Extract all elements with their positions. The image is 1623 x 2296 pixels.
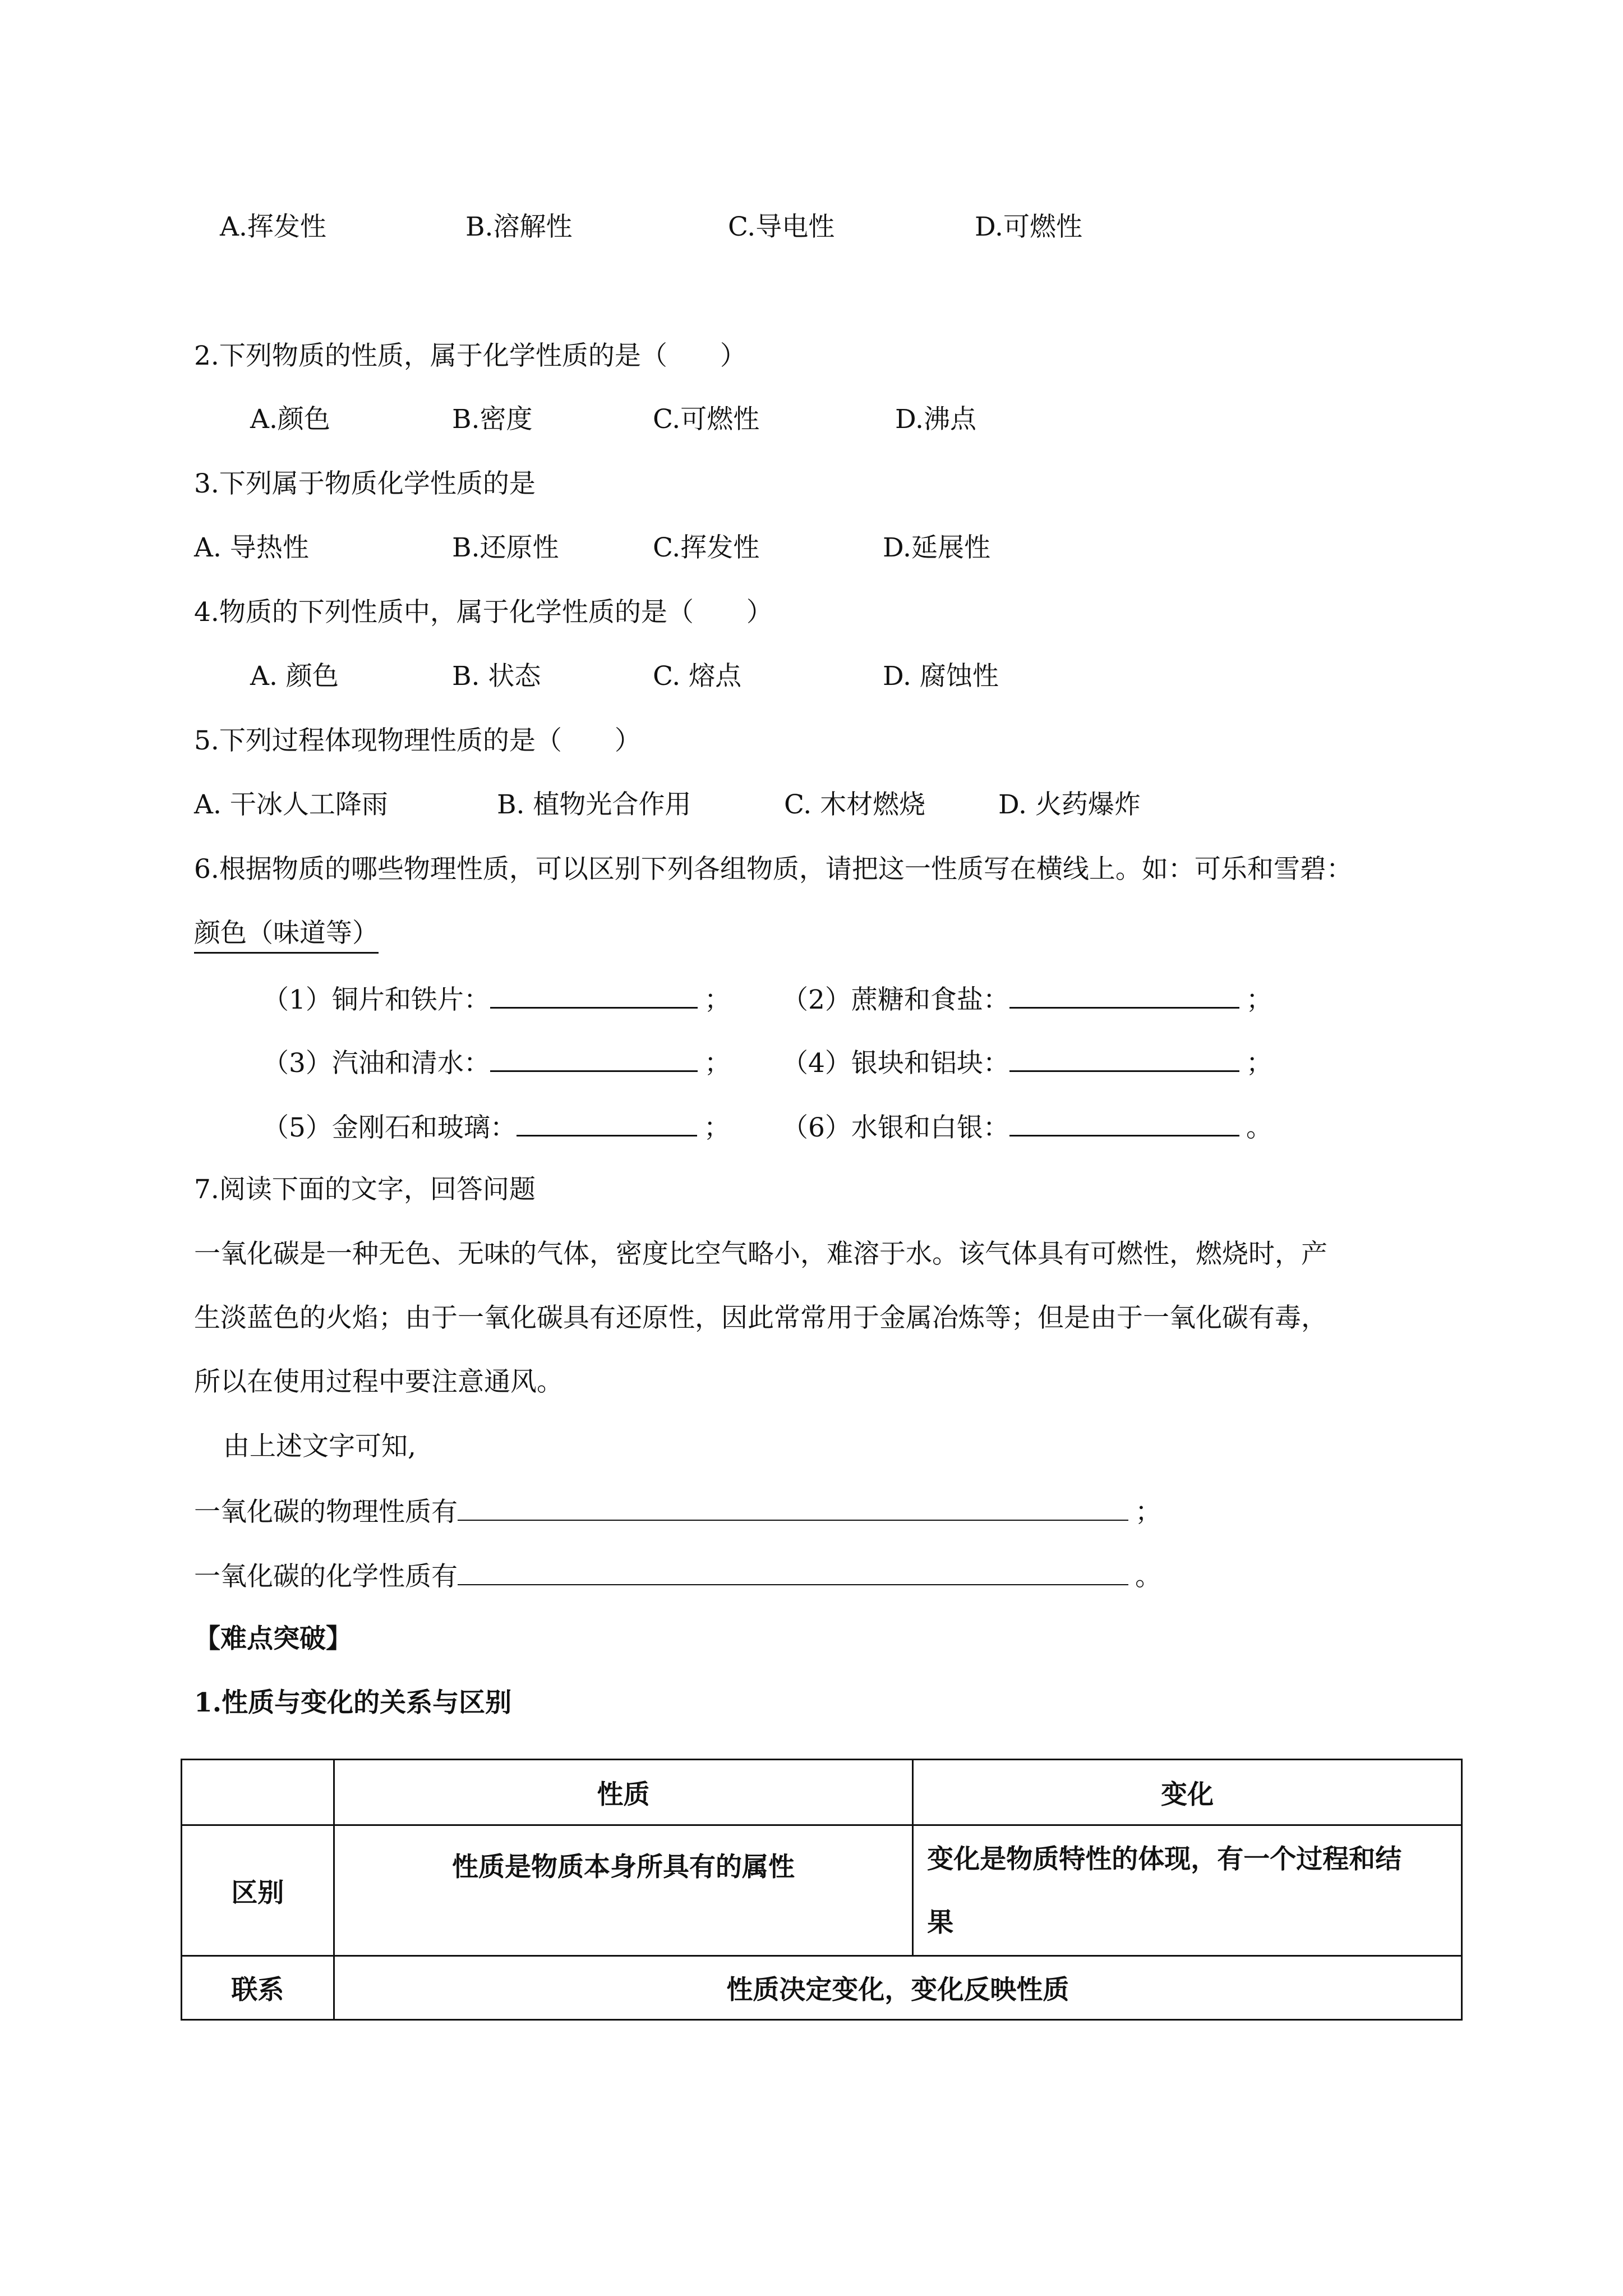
q6-item-4-end: ； <box>1246 1048 1272 1079</box>
q7-physical-blank[interactable] <box>458 1497 1128 1521</box>
q6-item-6-label: （6）水银和白银： <box>782 1112 1009 1143</box>
q2-option-c: C.可燃性 <box>653 404 760 435</box>
q7-physical <box>194 1497 1161 1525</box>
table-header-change: 变化 <box>913 1760 1462 1825</box>
q6-item-3-label: （3）汽油和清水： <box>262 1048 490 1079</box>
q7-stem: 7.阅读下面的文字，回答问题 <box>194 1174 536 1205</box>
q6-item-2-end: ； <box>1246 984 1272 1015</box>
table-header-row <box>182 1760 1462 1825</box>
q5-option-a: A. 干冰人工降雨 <box>194 789 388 820</box>
q5-option-c: C. 木材燃烧 <box>784 789 926 820</box>
q7-passage-line-2: 生淡蓝色的火焰；由于一氧化碳具有还原性，因此常常用于金属冶炼等；但是由于一氧化碳有毒， <box>194 1303 1327 1333</box>
section-title: 【难点突破】 <box>194 1623 352 1654</box>
q4-option-d: D. 腐蚀性 <box>883 661 999 692</box>
q6-item-6 <box>782 1112 1272 1141</box>
q6-stem: 6.根据物质的哪些物理性质，可以区别下列各组物质，请把这一性质写在横线上。如：可乐和雪碧： <box>194 854 1353 885</box>
q7-chemical <box>194 1562 1161 1590</box>
q6-item-3-blank[interactable] <box>490 1048 698 1072</box>
q6-item-1 <box>262 984 731 1013</box>
q2-option-d: D.沸点 <box>895 404 976 435</box>
q4-option-a: A. 颜色 <box>250 661 339 692</box>
q7-passage-line-3: 所以在使用过程中要注意通风。 <box>194 1366 563 1397</box>
q6-example-text: 颜色（味道等） <box>194 918 379 954</box>
q6-item-1-end: ； <box>704 984 731 1015</box>
q7-physical-end: ； <box>1135 1497 1161 1527</box>
q5-option-b: B. 植物光合作用 <box>497 789 691 820</box>
q7-chemical-label: 一氧化碳的化学性质有 <box>194 1561 458 1592</box>
q7-lead: 由上述文字可知, <box>223 1431 416 1462</box>
q3-option-a: A. 导热性 <box>194 532 309 563</box>
q7-chemical-blank[interactable] <box>458 1562 1128 1585</box>
q6-item-3 <box>262 1048 731 1079</box>
q6-item-2-blank[interactable] <box>1009 984 1239 1009</box>
q2-option-b: B.密度 <box>452 404 533 435</box>
q6-item-5-label: （5）金刚石和玻璃： <box>262 1112 517 1143</box>
table-row-relation <box>182 1956 1462 2020</box>
q6-item-4-label: （4）银块和铝块： <box>782 1048 1009 1079</box>
q1-option-d: D.可燃性 <box>975 211 1082 242</box>
q6-item-2-label: （2）蔗糖和食盐： <box>782 984 1009 1015</box>
q6-item-1-label: （1）铜片和铁片： <box>262 984 490 1015</box>
q6-item-4-blank[interactable] <box>1009 1048 1239 1072</box>
q3-stem: 3.下列属于物质化学性质的是 <box>194 468 536 499</box>
q6-item-4 <box>782 1048 1272 1079</box>
q6-item-6-blank[interactable] <box>1009 1112 1239 1137</box>
q4-option-c: C. 熔点 <box>653 661 742 692</box>
q1-option-a: A.挥发性 <box>220 211 326 242</box>
q6-item-6-end: 。 <box>1246 1112 1272 1143</box>
q2-stem: 2.下列物质的性质，属于化学性质的是（ ） <box>194 341 746 371</box>
table-row-relation-label: 联系 <box>182 1956 334 2020</box>
table-corner-cell <box>182 1760 334 1825</box>
q6-item-5 <box>262 1112 730 1141</box>
table-relation-value: 性质决定变化，变化反映性质 <box>334 1956 1461 2020</box>
q7-passage-line-1: 一氧化碳是一种无色、无味的气体，密度比空气略小，难溶于水。该气体具有可燃性，燃烧时，产 <box>194 1239 1327 1269</box>
q4-option-b: B. 状态 <box>452 661 541 692</box>
q4-stem: 4.物质的下列性质中，属于化学性质的是（ ） <box>194 597 773 628</box>
table-difference-property: 性质是物质本身所具有的属性 <box>334 1825 913 1956</box>
table-header-property: 性质 <box>334 1760 913 1825</box>
table-difference-change <box>913 1825 1462 1956</box>
table-difference-change-line-2: 果 <box>927 1907 954 1938</box>
q7-physical-label: 一氧化碳的物理性质有 <box>194 1497 458 1527</box>
q2-option-a: A.颜色 <box>250 404 330 435</box>
table-row-difference-label: 区别 <box>182 1825 334 1956</box>
q6-item-5-blank[interactable] <box>517 1112 697 1137</box>
q1-option-c: C.导电性 <box>728 211 835 242</box>
q6-example <box>194 918 379 949</box>
q3-option-c: C.挥发性 <box>653 532 760 563</box>
q3-option-d: D.延展性 <box>883 532 990 563</box>
q6-item-1-blank[interactable] <box>490 984 698 1009</box>
comparison-table <box>181 1759 1463 2021</box>
subsection-title: 1.性质与变化的关系与区别 <box>194 1687 512 1718</box>
table-difference-change-line-1: 变化是物质特性的体现，有一个过程和结 <box>927 1844 1402 1875</box>
q5-option-d: D. 火药爆炸 <box>998 789 1141 820</box>
q6-item-2 <box>782 984 1272 1013</box>
q5-stem: 5.下列过程体现物理性质的是（ ） <box>194 725 641 756</box>
q3-option-b: B.还原性 <box>452 532 559 563</box>
q6-item-5-end: ； <box>703 1112 730 1143</box>
table-row-difference <box>182 1825 1462 1956</box>
q1-option-b: B.溶解性 <box>465 211 573 242</box>
q6-item-3-end: ； <box>704 1048 731 1079</box>
q7-chemical-end: 。 <box>1135 1561 1161 1592</box>
